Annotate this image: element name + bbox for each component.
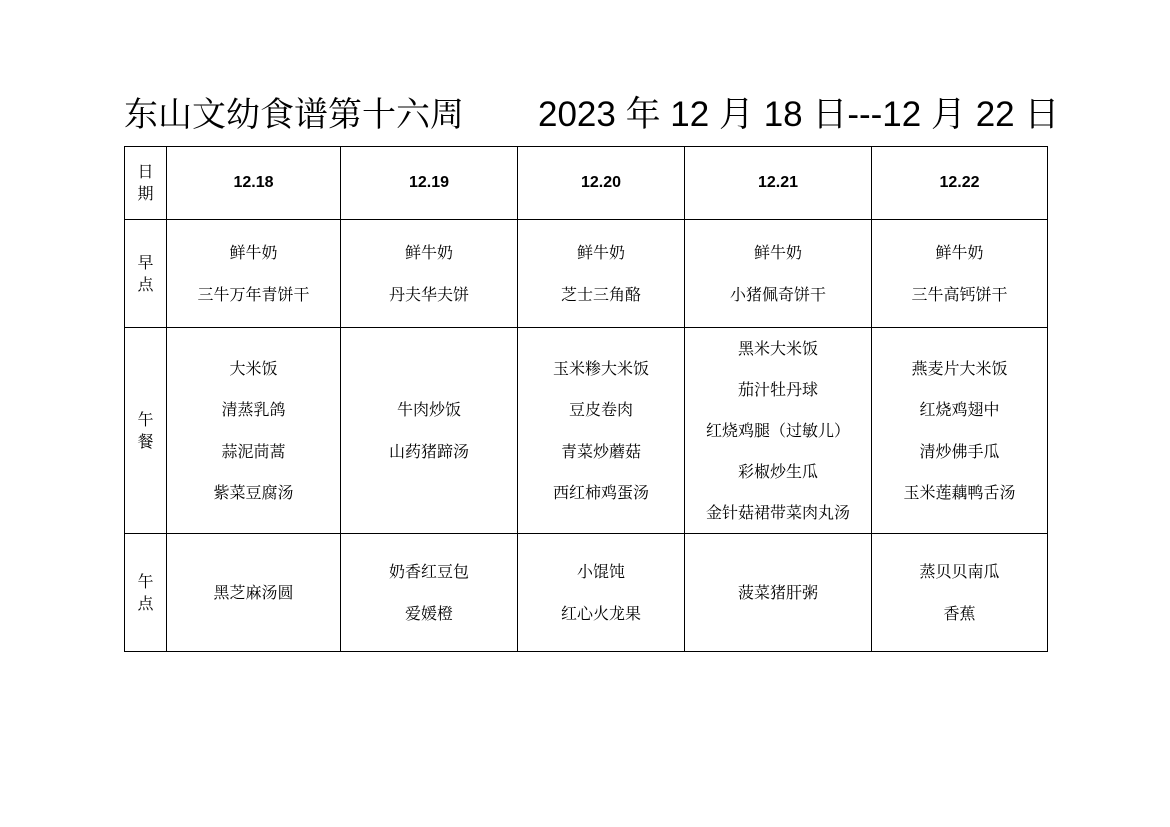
date-range: 2023 年 12 月 18 日---12 月 22 日 <box>538 95 1060 134</box>
dish: 大米饭 <box>229 358 278 378</box>
dish: 茄汁牡丹球 <box>737 380 818 399</box>
dish: 黑米大米饭 <box>737 339 818 358</box>
dish: 西红柿鸡蛋汤 <box>552 483 649 502</box>
dish: 清蒸乳鸽 <box>221 400 286 419</box>
breakfast-cell <box>341 220 518 328</box>
dish: 香蕉 <box>943 603 976 623</box>
dish: 三牛高钙饼干 <box>911 284 1008 304</box>
date-cell: 12.19 <box>341 147 518 220</box>
dish: 黑芝麻汤圆 <box>213 582 294 602</box>
dish: 鲜牛奶 <box>229 243 278 262</box>
lunch-cell <box>518 328 685 534</box>
dish: 红心火龙果 <box>560 603 641 623</box>
lunch-cell <box>341 328 518 534</box>
date-cell: 12.20 <box>518 147 685 220</box>
dish: 菠菜猪肝粥 <box>737 582 818 602</box>
menu-title: 东山文幼食谱第十六周 <box>124 95 464 135</box>
dish: 蒜泥茼蒿 <box>221 441 286 461</box>
dish: 牛肉炒饭 <box>396 400 461 419</box>
lunch-cell <box>872 328 1048 534</box>
dish: 爱媛橙 <box>404 603 453 623</box>
dish: 蒸贝贝南瓜 <box>919 562 1000 581</box>
date-row <box>125 147 1048 220</box>
dish: 燕麦片大米饭 <box>911 358 1008 378</box>
dish: 三牛万年青饼干 <box>197 284 310 304</box>
lunch-row <box>125 328 1048 534</box>
breakfast-row <box>125 220 1048 328</box>
breakfast-cell <box>518 220 685 328</box>
dish: 鲜牛奶 <box>404 243 453 262</box>
snack-cell <box>341 534 518 652</box>
dish: 红烧鸡翅中 <box>919 400 1000 419</box>
dish: 鲜牛奶 <box>753 243 802 262</box>
snack-cell <box>872 534 1048 652</box>
dish: 金针菇裙带菜肉丸汤 <box>705 503 850 522</box>
date-cell: 12.18 <box>167 147 341 220</box>
lunch-cell <box>167 328 341 534</box>
row-header-snack: 午 点 <box>125 534 167 652</box>
dish: 小猪佩奇饼干 <box>729 284 826 304</box>
snack-cell <box>518 534 685 652</box>
snack-row <box>125 534 1048 652</box>
menu-table <box>124 146 1048 652</box>
dish: 彩椒炒生瓜 <box>737 462 818 481</box>
dish: 玉米莲藕鸭舌汤 <box>903 483 1016 502</box>
page-title <box>124 90 1060 140</box>
dish: 玉米糁大米饭 <box>552 358 649 378</box>
snack-cell <box>167 534 341 652</box>
breakfast-cell <box>872 220 1048 328</box>
dish: 丹夫华夫饼 <box>388 284 469 304</box>
row-header-date: 日 期 <box>125 147 167 220</box>
dish: 豆皮卷肉 <box>568 400 633 419</box>
dish: 芝士三角酪 <box>560 284 641 304</box>
row-header-breakfast: 早 点 <box>125 220 167 328</box>
snack-cell <box>685 534 872 652</box>
dish: 鲜牛奶 <box>935 243 984 262</box>
date-cell: 12.21 <box>685 147 872 220</box>
dish: 青菜炒蘑菇 <box>560 441 641 461</box>
dish: 鲜牛奶 <box>576 243 625 262</box>
dish: 小馄饨 <box>576 562 625 581</box>
breakfast-cell <box>167 220 341 328</box>
dish: 山药猪蹄汤 <box>388 441 469 461</box>
dish: 清炒佛手瓜 <box>919 441 1000 461</box>
dish: 奶香红豆包 <box>388 562 469 581</box>
dish: 红烧鸡腿（过敏儿） <box>705 421 850 440</box>
row-header-lunch: 午 餐 <box>125 328 167 534</box>
date-cell: 12.22 <box>872 147 1048 220</box>
lunch-cell <box>685 328 872 534</box>
dish: 紫菜豆腐汤 <box>213 483 294 502</box>
breakfast-cell <box>685 220 872 328</box>
